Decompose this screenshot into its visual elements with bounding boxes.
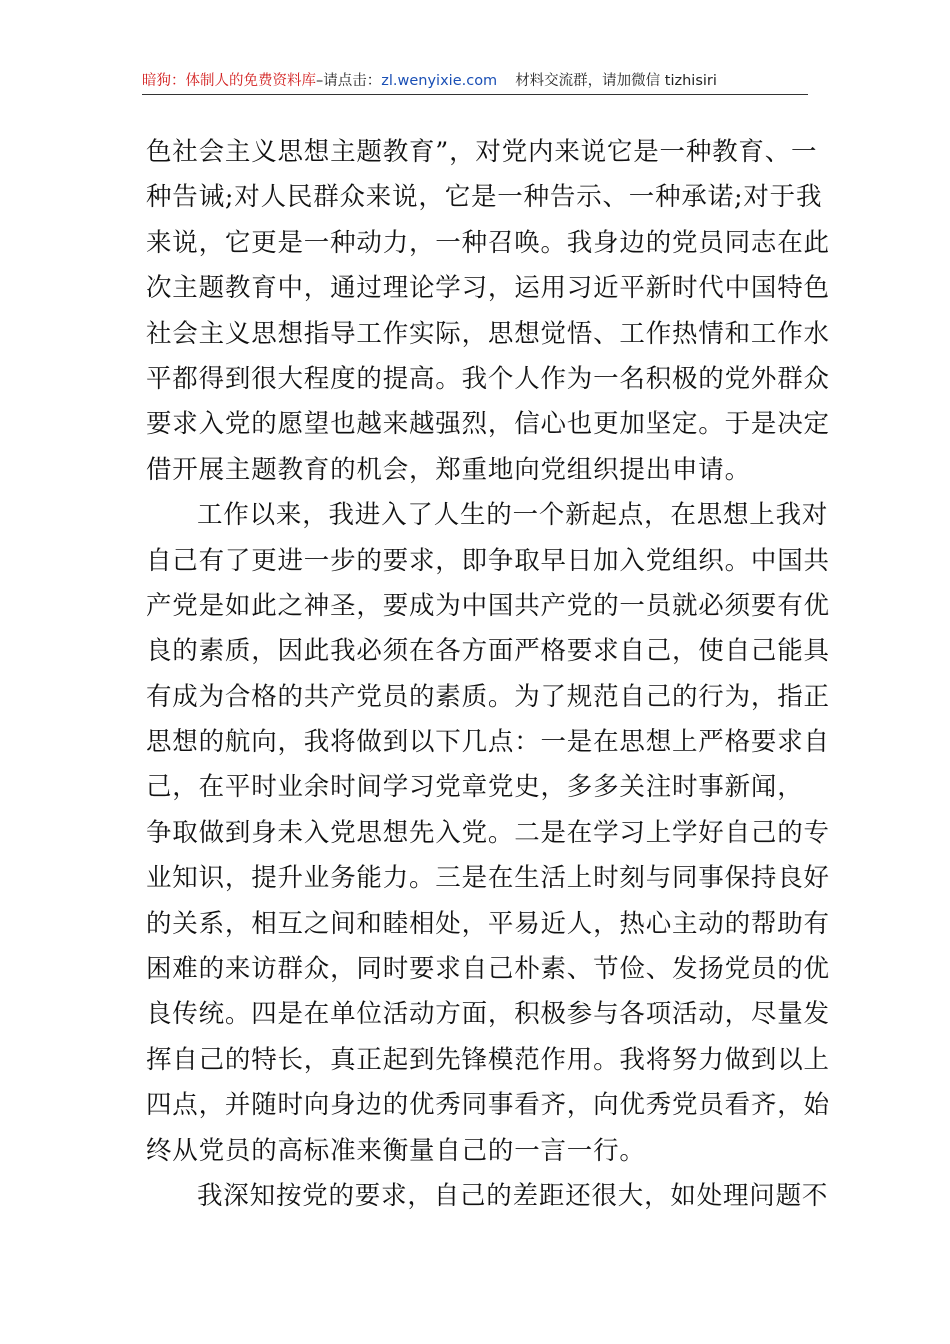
- body-line: 四点，并随时向身边的优秀同事看齐，向优秀党员看齐，始: [146, 1090, 830, 1121]
- body-line: 挥自己的特长，真正起到先锋模范作用。我将努力做到以上: [146, 1044, 830, 1075]
- body-line: 自己有了更进一步的要求，即争取早日加入党组织。中国共: [146, 545, 830, 576]
- body-line: 产党是如此之神圣，要成为中国共产党的一员就必须要有优: [146, 590, 830, 621]
- body-line: 的关系，相互之间和睦相处，平易近人，热心主动的帮助有: [146, 908, 830, 939]
- header-divider: [142, 94, 808, 95]
- body-line: 种告诫;对人民群众来说，它是一种告示、一种承诺;对于我: [146, 182, 823, 213]
- body-line: 己，在平时业余时间学习党章党史，多多关注时事新闻，: [146, 772, 804, 803]
- body-line: 业知识，提升业务能力。三是在生活上时刻与同事保持良好: [146, 863, 830, 894]
- header-brand: 暗狗：体制人的免费资料库: [142, 73, 316, 89]
- header-url-link[interactable]: zl.wenyixie.com: [381, 73, 498, 89]
- body-line: 困难的来访群众，同时要求自己朴素、节俭、发扬党员的优: [146, 954, 830, 985]
- header-group-note: 材料交流群，请加微信 tizhisiri: [515, 73, 717, 89]
- paragraph-start-line: 工作以来，我进入了人生的一个新起点，在思想上我对: [197, 500, 829, 531]
- header-click-prompt: –请点击：: [316, 73, 382, 89]
- document-body: [146, 130, 830, 1219]
- body-line: 色社会主义思想主题教育”，对党内来说它是一种教育、一: [146, 137, 818, 167]
- body-line: 终从党员的高标准来衡量自己的一言一行。: [146, 1135, 646, 1166]
- page-header: [142, 68, 808, 94]
- body-line: 来说，它更是一种动力，一种召唤。我身边的党员同志在此: [146, 227, 830, 258]
- body-line: 争取做到身未入党思想先入党。二是在学习上学好自己的专: [146, 817, 830, 848]
- body-line: 社会主义思想指导工作实际，思想觉悟、工作热情和工作水: [146, 318, 830, 349]
- body-line: 平都得到很大程度的提高。我个人作为一名积极的党外群众: [146, 363, 830, 394]
- body-line: 要求入党的愿望也越来越强烈，信心也更加坚定。于是决定: [146, 409, 830, 440]
- body-line: 有成为合格的共产党员的素质。为了规范自己的行为，指正: [146, 681, 830, 712]
- body-line: 良传统。四是在单位活动方面，积极参与各项活动，尽量发: [146, 999, 830, 1030]
- body-line: 良的素质，因此我必须在各方面严格要求自己，使自己能具: [146, 636, 830, 667]
- body-line: 思想的航向，我将做到以下几点：一是在思想上严格要求自: [146, 727, 830, 758]
- body-line: 次主题教育中，通过理论学习，运用习近平新时代中国特色: [146, 273, 830, 304]
- paragraph-start-line: 我深知按党的要求，自己的差距还很大，如处理问题不: [197, 1180, 829, 1211]
- body-line: 借开展主题教育的机会，郑重地向党组织提出申请。: [146, 454, 751, 485]
